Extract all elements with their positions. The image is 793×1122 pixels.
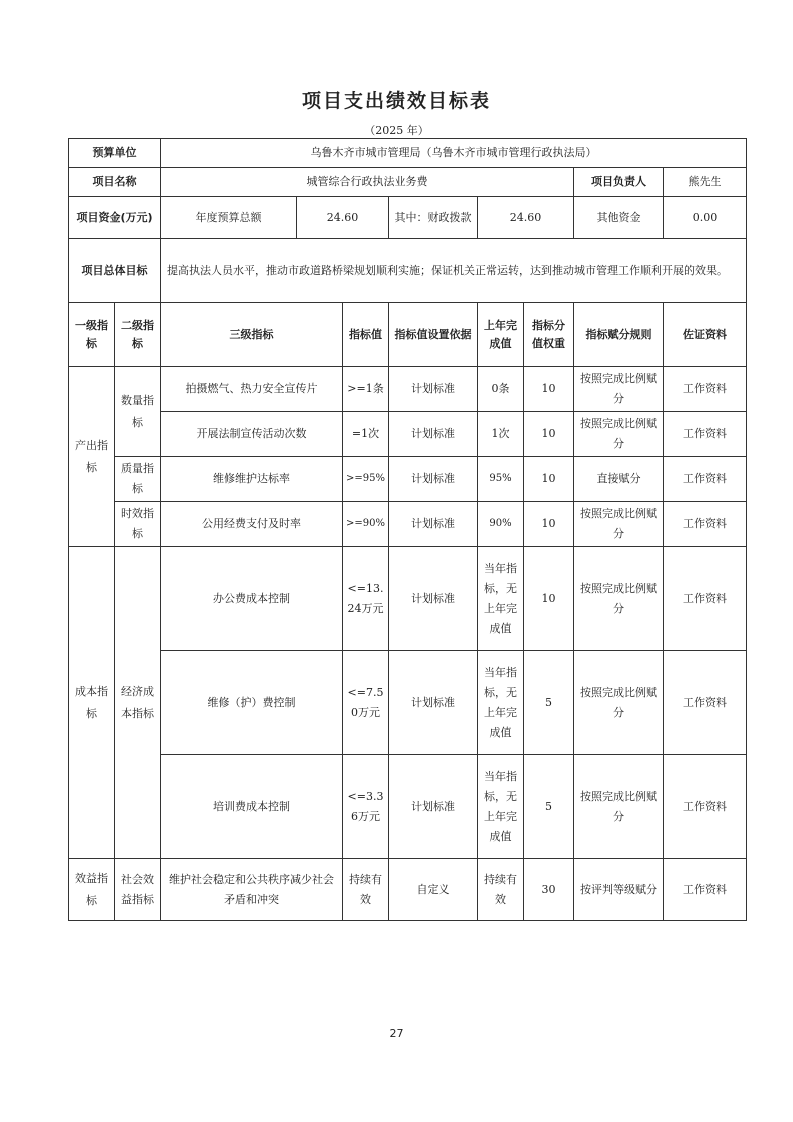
page-number: 27 — [389, 1027, 404, 1040]
value-cell: >=95% — [343, 457, 389, 502]
evidence-cell: 工作资料 — [664, 755, 747, 859]
fiscal-value: 24.60 — [478, 197, 574, 239]
page-title: 项目支出绩效目标表 — [301, 90, 491, 112]
col-level2: 二级指标 — [115, 303, 161, 367]
basis-cell: 计划标准 — [389, 502, 478, 547]
value-cell: >=1条 — [343, 367, 389, 412]
table-row — [69, 367, 747, 412]
rule-cell: 按照完成比例赋分 — [574, 367, 664, 412]
evidence-cell: 工作资料 — [664, 547, 747, 651]
group-quality: 质量指标 — [115, 457, 161, 502]
unit-label: 预算单位 — [69, 139, 161, 168]
basis-cell: 自定义 — [389, 859, 478, 921]
indicator-cell: 维修维护达标率 — [161, 457, 343, 502]
evidence-cell: 工作资料 — [664, 651, 747, 755]
fund-row — [69, 197, 747, 239]
indicator-cell: 培训费成本控制 — [161, 755, 343, 859]
weight-cell: 10 — [524, 502, 574, 547]
value-cell: <=13.24万元 — [343, 547, 389, 651]
group-timeliness: 时效指标 — [115, 502, 161, 547]
basis-cell: 计划标准 — [389, 412, 478, 457]
basis-cell: 计划标准 — [389, 367, 478, 412]
last-year-cell: 90% — [478, 502, 524, 547]
value-cell: <=7.50万元 — [343, 651, 389, 755]
group-social: 社会效益指标 — [115, 859, 161, 921]
col-level1: 一级指标 — [69, 303, 115, 367]
col-evidence: 佐证资料 — [664, 303, 747, 367]
last-year-cell: 当年指标，无上年完成值 — [478, 547, 524, 651]
performance-table — [68, 138, 747, 921]
evidence-cell: 工作资料 — [664, 502, 747, 547]
table-row — [69, 547, 747, 651]
indicator-cell: 维护社会稳定和公共秩序减少社会矛盾和冲突 — [161, 859, 343, 921]
evidence-cell: 工作资料 — [664, 457, 747, 502]
other-funds-label: 其他资金 — [574, 197, 664, 239]
last-year-cell: 当年指标，无上年完成值 — [478, 755, 524, 859]
goal-row — [69, 239, 747, 303]
project-name-label: 项目名称 — [69, 168, 161, 197]
group-output: 产出指标 — [69, 367, 115, 547]
basis-cell: 计划标准 — [389, 651, 478, 755]
rule-cell: 按照完成比例赋分 — [574, 651, 664, 755]
col-basis: 指标值设置依据 — [389, 303, 478, 367]
basis-cell: 计划标准 — [389, 457, 478, 502]
weight-cell: 5 — [524, 651, 574, 755]
group-benefit: 效益指标 — [69, 859, 115, 921]
indicator-cell: 拍摄燃气、热力安全宣传片 — [161, 367, 343, 412]
indicator-cell: 开展法制宣传活动次数 — [161, 412, 343, 457]
evidence-cell: 工作资料 — [664, 859, 747, 921]
group-economic: 经济成本指标 — [115, 547, 161, 859]
indicator-cell: 公用经费支付及时率 — [161, 502, 343, 547]
table-row — [69, 412, 747, 457]
weight-cell: 10 — [524, 367, 574, 412]
rule-cell: 按照完成比例赋分 — [574, 547, 664, 651]
rule-cell: 按评判等级赋分 — [574, 859, 664, 921]
fiscal-label: 其中：财政拨款 — [389, 197, 478, 239]
weight-cell: 10 — [524, 412, 574, 457]
annual-budget-label: 年度预算总额 — [161, 197, 297, 239]
year-label: （2025 年） — [364, 124, 429, 137]
group-cost: 成本指标 — [69, 547, 115, 859]
rule-cell: 直接赋分 — [574, 457, 664, 502]
unit-value: 乌鲁木齐市城市管理局（乌鲁木齐市城市管理行政执法局） — [161, 139, 747, 168]
unit-row — [69, 139, 747, 168]
value-cell: <=3.36万元 — [343, 755, 389, 859]
value-cell: =1次 — [343, 412, 389, 457]
group-quantity: 数量指标 — [115, 367, 161, 457]
value-cell: 持续有效 — [343, 859, 389, 921]
col-weight: 指标分值权重 — [524, 303, 574, 367]
rule-cell: 按照完成比例赋分 — [574, 502, 664, 547]
last-year-cell: 95% — [478, 457, 524, 502]
basis-cell: 计划标准 — [389, 547, 478, 651]
indicator-cell: 办公费成本控制 — [161, 547, 343, 651]
table-row — [69, 651, 747, 755]
indicator-cell: 维修（护）费控制 — [161, 651, 343, 755]
last-year-cell: 0条 — [478, 367, 524, 412]
value-cell: >=90% — [343, 502, 389, 547]
last-year-cell: 当年指标，无上年完成值 — [478, 651, 524, 755]
goal-value: 提高执法人员水平，推动市政道路桥梁规划顺利实施；保证机关正常运转，达到推动城市管理工作顺利开展的效果。 — [161, 239, 747, 303]
col-value: 指标值 — [343, 303, 389, 367]
project-name-value: 城管综合行政执法业务费 — [161, 168, 574, 197]
evidence-cell: 工作资料 — [664, 412, 747, 457]
annual-budget-value: 24.60 — [297, 197, 389, 239]
last-year-cell: 持续有效 — [478, 859, 524, 921]
table-row — [69, 502, 747, 547]
weight-cell: 10 — [524, 457, 574, 502]
fund-label: 项目资金(万元) — [69, 197, 161, 239]
goal-label: 项目总体目标 — [69, 239, 161, 303]
column-header-row — [69, 303, 747, 367]
owner-value: 熊先生 — [664, 168, 747, 197]
col-last-year: 上年完成值 — [478, 303, 524, 367]
last-year-cell: 1次 — [478, 412, 524, 457]
rule-cell: 按照完成比例赋分 — [574, 412, 664, 457]
col-level3: 三级指标 — [161, 303, 343, 367]
weight-cell: 5 — [524, 755, 574, 859]
table-row — [69, 755, 747, 859]
col-rule: 指标赋分规则 — [574, 303, 664, 367]
weight-cell: 10 — [524, 547, 574, 651]
evidence-cell: 工作资料 — [664, 367, 747, 412]
table-row — [69, 859, 747, 921]
project-name-row — [69, 168, 747, 197]
owner-label: 项目负责人 — [574, 168, 664, 197]
rule-cell: 按照完成比例赋分 — [574, 755, 664, 859]
table-row — [69, 457, 747, 502]
basis-cell: 计划标准 — [389, 755, 478, 859]
other-funds-value: 0.00 — [664, 197, 747, 239]
weight-cell: 30 — [524, 859, 574, 921]
